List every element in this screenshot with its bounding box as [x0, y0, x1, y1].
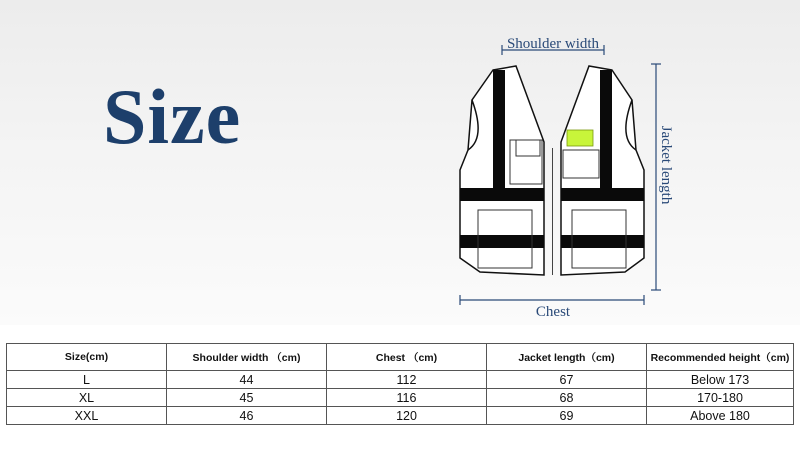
cell-jacket-length: 69	[487, 407, 647, 425]
id-badge	[567, 130, 593, 146]
cell-recommended-height: 170-180	[647, 389, 794, 407]
jacket-length-label: Jacket length	[658, 125, 674, 205]
vest-icon	[460, 66, 644, 275]
vest-measurement-diagram	[440, 20, 680, 325]
header-size: Size(cm)	[7, 344, 167, 371]
table-row	[7, 407, 794, 425]
table-row	[7, 389, 794, 407]
table-header-row	[7, 344, 794, 371]
cell-chest: 120	[327, 407, 487, 425]
cell-jacket-length: 68	[487, 389, 647, 407]
cell-size: XXL	[7, 407, 167, 425]
cell-chest: 112	[327, 371, 487, 389]
cell-recommended-height: Below 173	[647, 371, 794, 389]
vest-diagram-svg	[440, 20, 680, 325]
cell-shoulder-width: 46	[167, 407, 327, 425]
header-chest: Chest （cm)	[327, 344, 487, 371]
cell-shoulder-width: 44	[167, 371, 327, 389]
table-row	[7, 371, 794, 389]
header-recommended-height: Recommended height（cm)	[647, 344, 794, 371]
cell-chest: 116	[327, 389, 487, 407]
size-title: Size	[103, 73, 242, 160]
cell-size: XL	[7, 389, 167, 407]
header-jacket-length: Jacket length（cm)	[487, 344, 647, 371]
cell-recommended-height: Above 180	[647, 407, 794, 425]
header-shoulder-width: Shoulder width （cm)	[167, 344, 327, 371]
shoulder-width-label: Shoulder width	[506, 36, 600, 52]
size-chart-table	[6, 343, 794, 425]
cell-shoulder-width: 45	[167, 389, 327, 407]
cell-jacket-length: 67	[487, 371, 647, 389]
chest-label: Chest	[535, 304, 571, 320]
cell-size: L	[7, 371, 167, 389]
